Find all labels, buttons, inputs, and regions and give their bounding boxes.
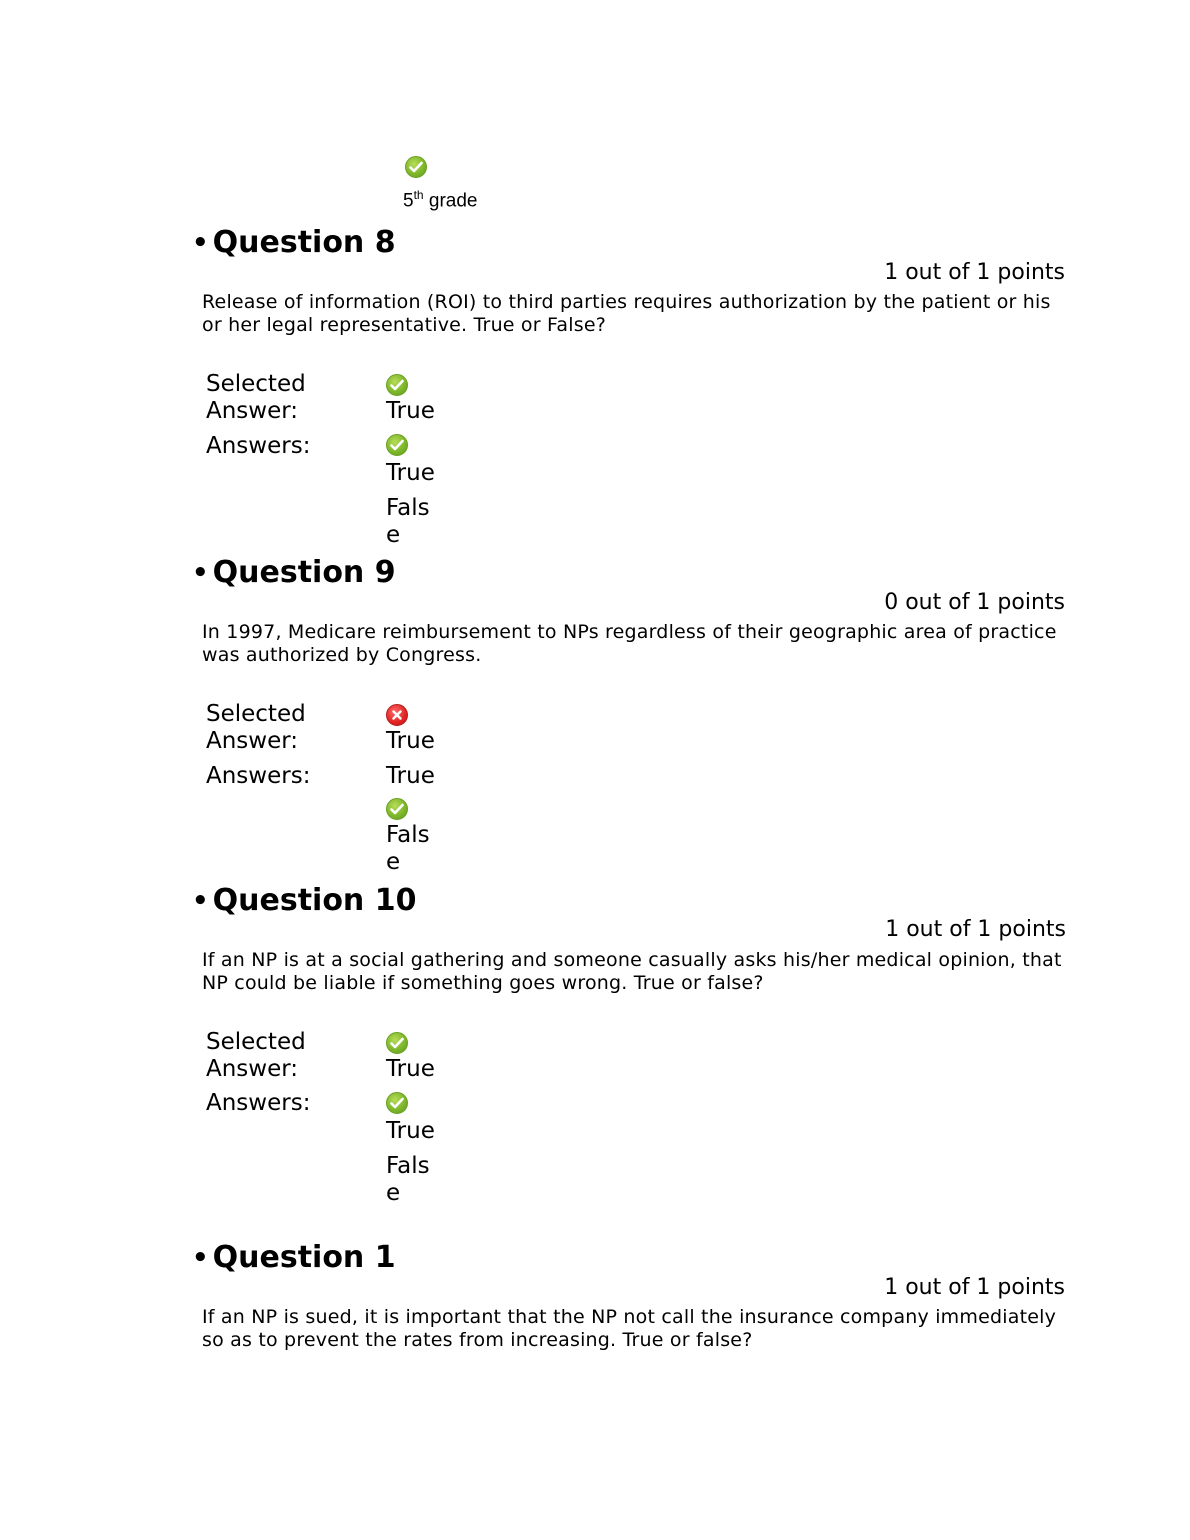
correct-check-icon <box>386 1092 408 1114</box>
question-8-heading: • Question 8 <box>192 225 396 260</box>
question-9-heading: • Question 9 <box>192 555 396 590</box>
question-10-option-false: Fals e <box>386 1153 430 1206</box>
question-10-heading: • Question 10 <box>192 883 417 918</box>
incorrect-x-icon <box>386 704 408 726</box>
correct-check-icon <box>386 374 408 396</box>
question-1-points: 1 out of 1 points <box>884 1275 1065 1300</box>
question-8-selected-answer: True <box>386 398 435 424</box>
question-10-points: 1 out of 1 points <box>885 917 1066 942</box>
correct-check-icon <box>386 434 408 456</box>
question-10-text: If an NP is at a social gathering and someone casually asks his/her medical opinion, that NP could be liable if something goes wrong. True or false? <box>202 949 1062 994</box>
question-8-option-false: Fals e <box>386 495 430 548</box>
answers-label: Answers: <box>206 433 311 459</box>
previous-answer-grade: 5th grade <box>403 188 478 212</box>
selected-answer-label: Selected Answer: <box>206 371 306 424</box>
answers-label: Answers: <box>206 1090 311 1116</box>
question-1-heading: • Question 1 <box>192 1240 396 1275</box>
question-8-text: Release of information (ROI) to third parties requires authorization by the patient or his or her legal representative. True or False? <box>202 291 1051 336</box>
question-9-text: In 1997, Medicare reimbursement to NPs regardless of their geographic area of practice was authorized by Congress. <box>202 621 1057 666</box>
correct-check-icon <box>386 798 408 820</box>
selected-answer-label: Selected Answer: <box>206 701 306 754</box>
question-9-points: 0 out of 1 points <box>884 590 1065 615</box>
question-9-option-false: Fals e <box>386 822 430 875</box>
question-8-option-true: True <box>386 460 435 486</box>
question-9-selected-answer: True <box>386 728 435 754</box>
question-1-text: If an NP is sued, it is important that the NP not call the insurance company immediately so as to prevent the rates from increasing. True or false? <box>202 1306 1057 1351</box>
question-8-points: 1 out of 1 points <box>884 260 1065 285</box>
question-9-option-true: True <box>386 763 435 789</box>
answers-label: Answers: <box>206 763 311 789</box>
correct-check-icon <box>405 156 427 178</box>
question-10-selected-answer: True <box>386 1056 435 1082</box>
question-10-option-true: True <box>386 1118 435 1144</box>
selected-answer-label: Selected Answer: <box>206 1029 306 1082</box>
correct-check-icon <box>386 1032 408 1054</box>
